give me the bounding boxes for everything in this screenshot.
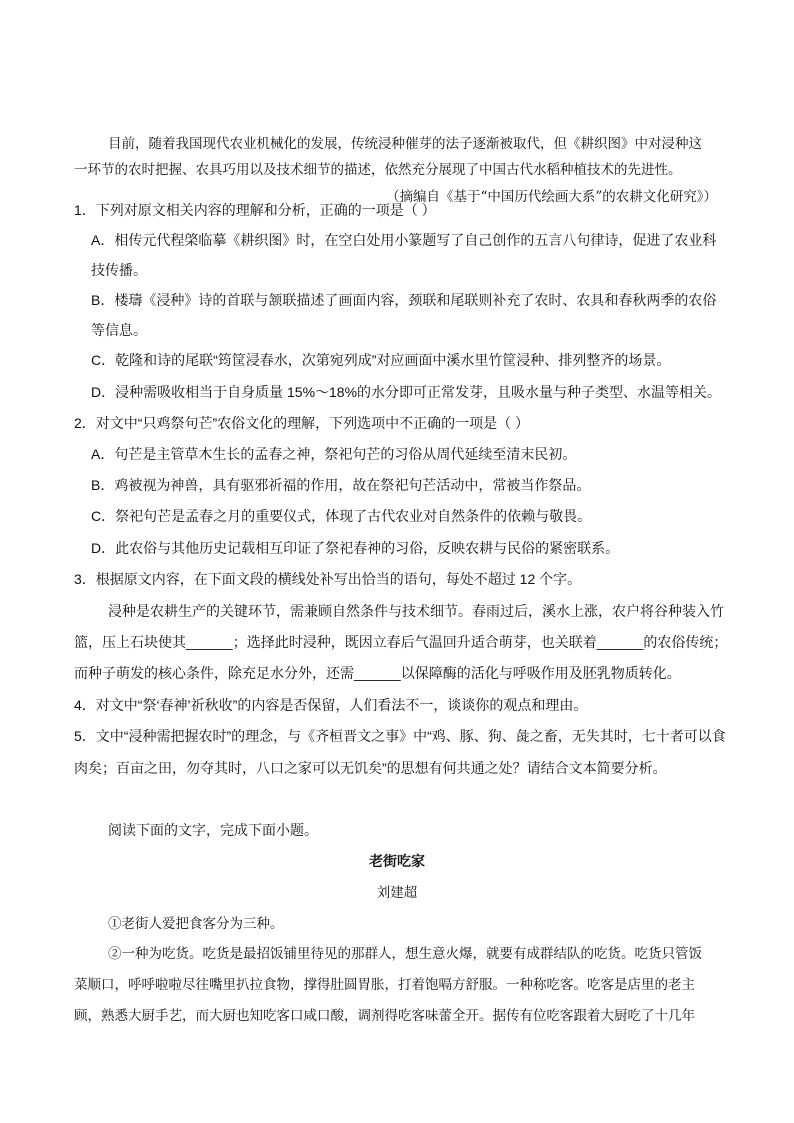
q3-passage-line-1: 浸种是农耕生产的关键环节，需兼顾自然条件与技术细节。春雨过后，溪水上涨，农户将谷种装入竹 <box>108 603 724 619</box>
q1-option-a-line-2: 技传播。 <box>91 262 147 278</box>
reading-intro: 阅读下面的文字，完成下面小题。 <box>108 822 318 838</box>
q2-stem: 2．对文中“只鸡祭句芒”农俗文化的理解，下列选项中不正确的一项是（ ） <box>74 415 529 431</box>
passage-end-line-1: 目前，随着我国现代农业机械化的发展，传统浸种催芽的法子逐渐被取代，但《耕织图》中对浸种这 <box>108 136 702 152</box>
q3-passage-line-3: 而种子萌发的核心条件，除充足水分外，还需______以保障酶的活化与呼吸作用及胚乳物质转化。 <box>74 665 681 681</box>
q2-option-c: C．祭祀句芒是孟春之月的重要仪式，体现了古代农业对自然条件的依赖与敬畏。 <box>91 508 592 524</box>
article-title: 老街吃家 <box>369 854 425 870</box>
q2-option-a: A．句芒是主管草木生长的孟春之神，祭祀句芒的习俗从周代延续至清末民初。 <box>91 446 577 462</box>
q2-option-d: D．此农俗与其他历史记载相互印证了祭祀春神的习俗，反映农耕与民俗的紧密联系。 <box>91 540 620 556</box>
q1-option-a-line-1: A．相传元代程棨临摹《耕织图》时，在空白处用小篆题写了自己创作的五言八句律诗，促进了农业科 <box>91 232 717 248</box>
q1-stem: 1．下列对原文相关内容的理解和分析，正确的一项是（ ） <box>74 202 436 218</box>
passage-source: （摘编自《基于“中国历代绘画大系”的农耕文化研究》） <box>386 189 718 205</box>
q1-option-b-line-1: B．楼璹《浸种》诗的首联与颔联描述了画面内容，颈联和尾联则补充了农时、农具和春秋两季的农俗 <box>91 292 717 308</box>
article-paragraph-1: ①老街人爱把食客分为三种。 <box>108 916 284 932</box>
article-paragraph-2-line-2: 菜顺口，呼呼啦啦尽往嘴里扒拉食物，撑得肚圆胃胀，打着饱嗝方舒服。一种称吃客。吃客是店里的老主 <box>74 977 695 993</box>
q2-option-b: B．鸡被视为神兽，具有驱邪祈福的作用，故在祭祀句芒活动中，常被当作祭品。 <box>91 477 591 493</box>
article-paragraph-2-line-1: ②一种为吃货。吃货是最招饭铺里待见的那群人，想生意火爆，就要有成群结队的吃货。吃货只管饭 <box>108 946 702 962</box>
q1-option-b-line-2: 等信息。 <box>91 322 147 338</box>
q5-stem-line-2: 肉矣；百亩之田，勿夺其时，八口之家可以无饥矣”的思想有何共通之处？请结合文本简要分析。 <box>74 760 667 776</box>
q3-stem: 3．根据原文内容，在下面文段的横线处补写出恰当的语句，每处不超过 12 个字。 <box>74 571 582 587</box>
q3-passage-line-2: 篮，压上石块使其______；选择此时浸种，既因立春后气温回升适合萌芽，也关联着______的农俗传统； <box>74 634 728 650</box>
q5-stem-line-1: 5．文中“浸种需把握农时”的理念，与《齐桓晋文之事》中“鸡、豚、狗、彘之畜，无失其时，七十者可以食 <box>74 728 726 744</box>
article-paragraph-2-line-3: 顾，熟悉大厨手艺，而大厨也知吃客口咸口酸，调剂得吃客味蕾全开。据传有位吃客跟着大厨吃了十几年 <box>74 1008 695 1024</box>
article-author: 刘建超 <box>376 885 418 901</box>
q4-stem: 4．对文中“祭‘春神’祈秋收”的内容是否保留，人们看法不一，谈谈你的观点和理由。 <box>74 697 588 713</box>
q1-option-d: D．浸种需吸收相当于自身质量 15%～18%的水分即可正常发芽，且吸水量与种子类型、水温等相关。 <box>91 384 722 400</box>
q1-option-c: C．乾隆和诗的尾联“筠筐浸春水，次第宛列成”对应画面中溪水里竹筐浸种、排列整齐的场景。 <box>91 352 671 368</box>
passage-end-line-2: 一环节的农时把握、农具巧用以及技术细节的描述，依然充分展现了中国古代水稻种植技术的先进性。 <box>74 162 682 178</box>
